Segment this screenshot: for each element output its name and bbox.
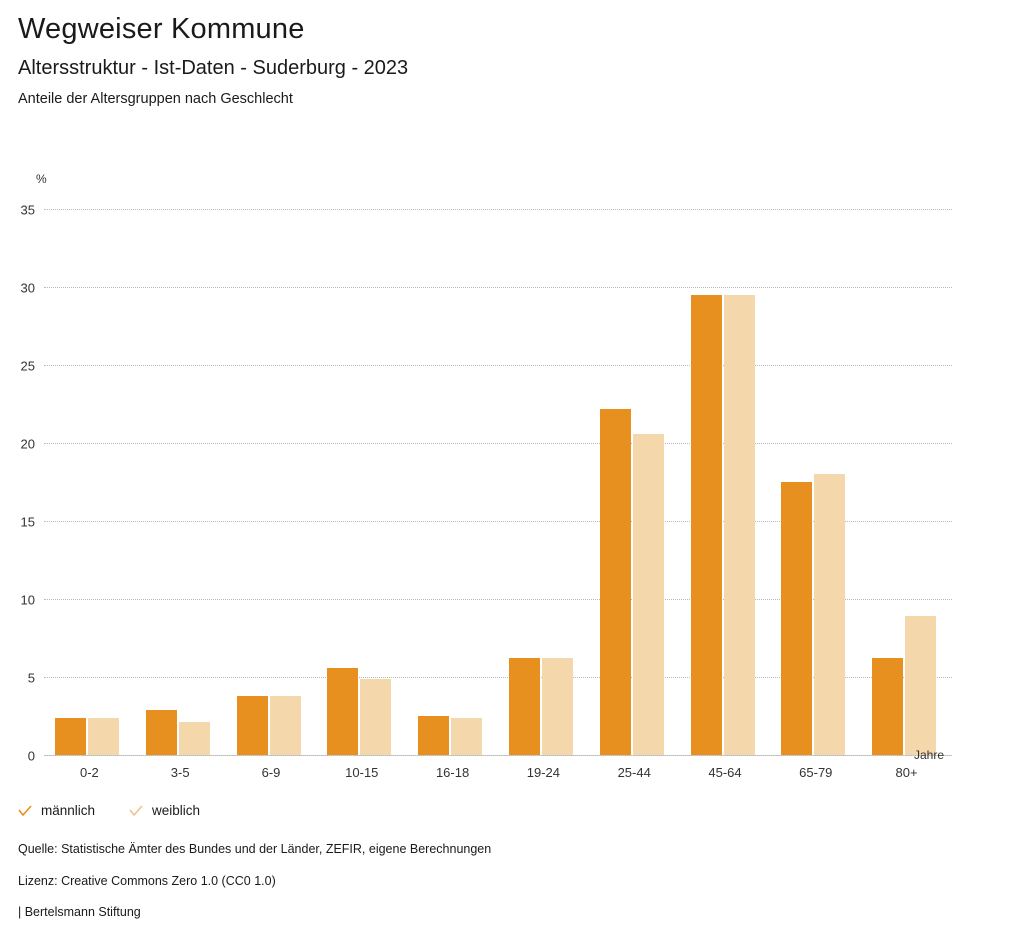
bar-maennlich[interactable] [509, 658, 540, 755]
y-axis-tick-label: 25 [20, 358, 35, 374]
y-axis-tick-label: 20 [20, 436, 35, 452]
x-axis-title: Jahre [914, 748, 945, 762]
bar-weiblich[interactable] [270, 696, 301, 755]
bar-maennlich[interactable] [872, 658, 903, 755]
bar-group [316, 209, 407, 780]
page-subtitle: Altersstruktur - Ist-Daten - Suderburg - 2023 [18, 56, 409, 79]
bar-weiblich[interactable] [905, 616, 936, 755]
bar-group [498, 209, 589, 780]
x-axis-tick-label: 10-15 [345, 765, 379, 780]
check-icon [129, 804, 143, 818]
x-axis-tick-label: 19-24 [526, 765, 561, 780]
bar-maennlich[interactable] [418, 716, 449, 755]
y-axis-tick-label: 5 [27, 670, 35, 686]
bar-group [407, 209, 498, 780]
bar-weiblich[interactable] [179, 722, 210, 755]
x-axis-tick-label: 45-64 [708, 765, 742, 780]
bar-maennlich[interactable] [600, 409, 631, 755]
x-axis-tick-label: 3-5 [170, 765, 190, 780]
page-title: Wegweiser Kommune [18, 13, 305, 45]
y-axis-tick-label: 15 [20, 514, 35, 530]
bar-weiblich[interactable] [633, 434, 664, 755]
check-icon [18, 804, 32, 818]
x-axis-tick-label: 0-2 [80, 765, 99, 780]
bar-maennlich[interactable] [55, 718, 86, 755]
y-axis-tick-label: 35 [20, 202, 35, 218]
x-axis-tick-label: 80+ [895, 765, 918, 780]
legend-label: männlich [41, 803, 96, 818]
bar-maennlich[interactable] [327, 668, 358, 755]
footer-source: Quelle: Statistische Ämter des Bundes und der Länder, ZEFIR, eigene Berechnungen [18, 842, 492, 856]
bar-weiblich[interactable] [724, 295, 755, 755]
x-axis-tick-label: 25-44 [617, 765, 651, 780]
legend-label: weiblich [152, 803, 201, 818]
chart-plot-area [20, 202, 952, 780]
page-subsubtitle: Anteile der Altersgruppen nach Geschlecht [18, 90, 293, 107]
bar-maennlich[interactable] [781, 482, 812, 755]
footer-publisher: | Bertelsmann Stiftung [18, 905, 141, 919]
y-axis-tick-label: 30 [20, 280, 35, 296]
bar-group [861, 209, 952, 780]
bar-group [226, 209, 317, 780]
chart-legend [18, 803, 200, 818]
bar-maennlich[interactable] [237, 696, 268, 755]
footer-license: Lizenz: Creative Commons Zero 1.0 (CC0 1.0) [18, 873, 276, 888]
bar-group [44, 209, 135, 780]
bar-maennlich[interactable] [691, 295, 722, 755]
bar-group [770, 209, 861, 780]
x-axis-tick-label: 6-9 [261, 765, 281, 780]
bar-group [589, 209, 680, 780]
legend-item-weiblich[interactable] [129, 803, 200, 818]
footer [18, 843, 491, 919]
bar-weiblich[interactable] [542, 658, 573, 755]
y-axis-unit-label: % [36, 172, 47, 186]
bar-group [135, 209, 226, 780]
bar-weiblich[interactable] [451, 718, 482, 755]
y-axis-tick-label: 10 [20, 592, 35, 608]
bar-group [680, 209, 771, 780]
header [18, 14, 408, 108]
bar-weiblich[interactable] [814, 474, 845, 755]
x-axis-tick-label: 16-18 [435, 765, 470, 780]
bar-maennlich[interactable] [146, 710, 177, 755]
legend-item-maennlich[interactable] [18, 803, 95, 818]
x-axis-tick-label: 65-79 [799, 765, 833, 780]
bar-weiblich[interactable] [360, 679, 391, 755]
bar-weiblich[interactable] [88, 718, 119, 755]
y-axis-tick-label: 0 [27, 748, 35, 764]
